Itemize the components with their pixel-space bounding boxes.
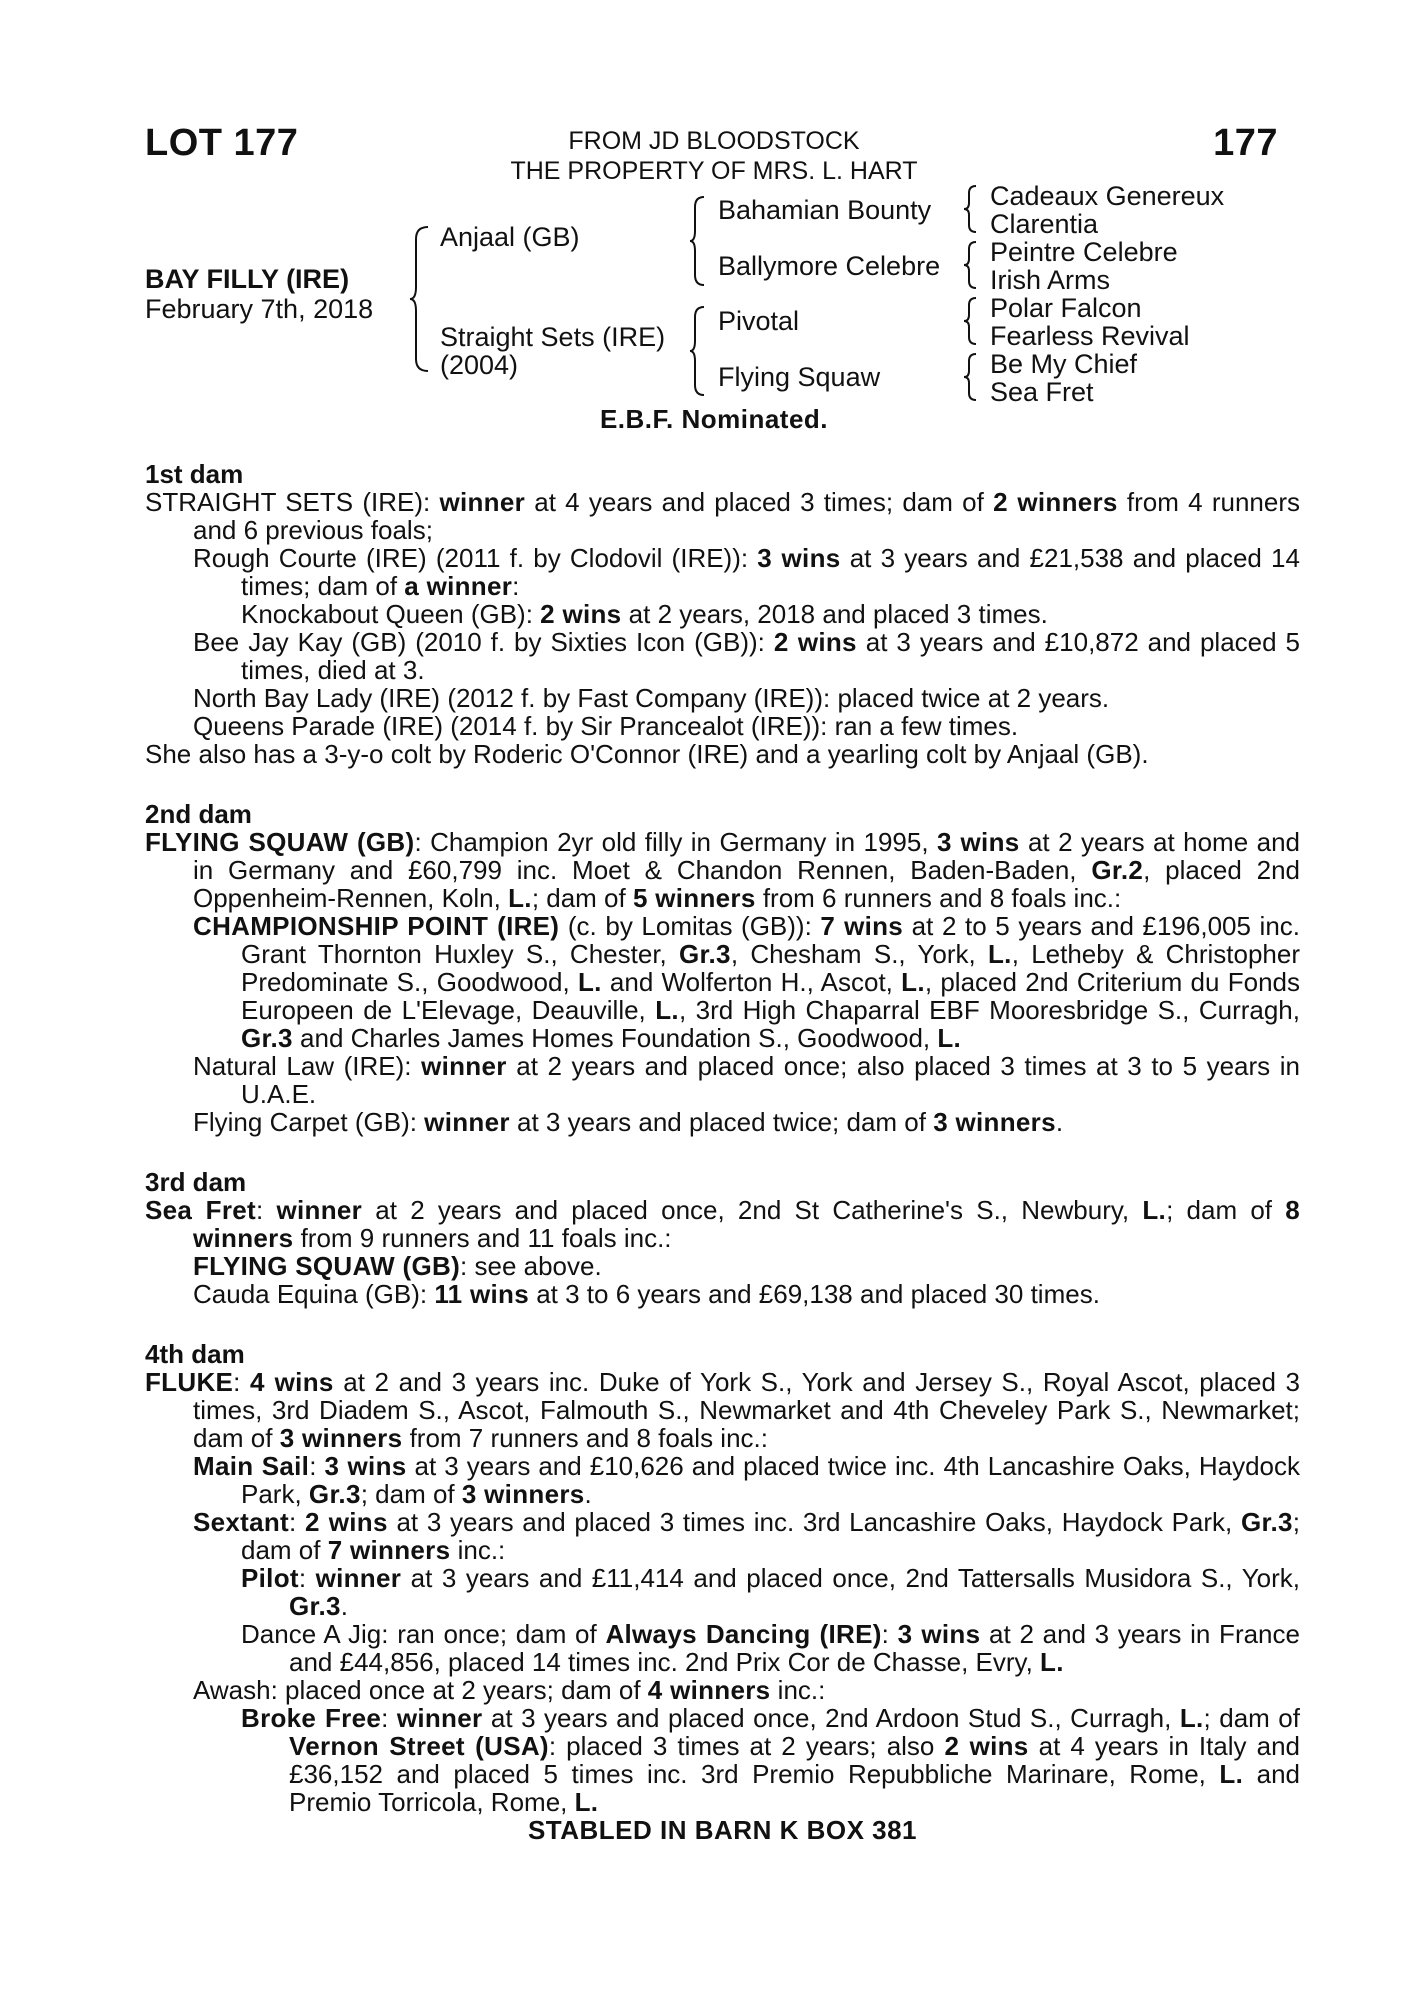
bold-text: L. <box>937 1023 962 1053</box>
entry-text: at 2 and 3 years inc. Duke of York S., York and Jersey S., Royal Ascot, placed 3 times, 3rd Diadem S., Ascot, Falmouth S., Newmarket and 4th Cheveley Park S., Newmarket; dam of <box>193 1367 1300 1453</box>
great-grandparent: Irish Arms <box>990 265 1111 295</box>
section-heading: 2nd dam <box>145 799 252 829</box>
bold-text: 2 winners <box>993 487 1118 517</box>
pedigree-entry <box>145 1564 1300 1620</box>
lot-number: 177 <box>1213 122 1278 164</box>
bold-text: CHAMPIONSHIP POINT (IRE) <box>193 911 560 941</box>
bold-text: winner <box>424 1107 510 1137</box>
pedigree-entry <box>145 544 1300 600</box>
entry-text: : <box>298 1563 316 1593</box>
bold-text: 2 wins <box>773 627 857 657</box>
great-grandparent: Peintre Celebre <box>990 237 1178 267</box>
sire-dam-name: Ballymore Celebre <box>718 251 941 281</box>
pedigree-entry <box>145 1508 1300 1564</box>
pedigree-brace <box>962 240 980 290</box>
vendor-line: FROM JD BLOODSTOCK <box>568 127 860 155</box>
pedigree-brace <box>408 225 432 373</box>
lot-label: LOT 177 <box>145 122 299 164</box>
bold-text: 8 winners <box>193 1195 1301 1253</box>
entry-text: and Premio Torricola, Rome, <box>289 1759 1300 1817</box>
entry-text: STRAIGHT SETS (IRE): <box>145 487 440 517</box>
great-grandparent: Fearless Revival <box>990 321 1190 351</box>
dam-name: Straight Sets (IRE) <box>440 322 666 352</box>
entry-text: at 2 to 5 years and £196,005 inc. Grant Thornton Huxley S., Chester, <box>241 911 1301 969</box>
ebf-nomination: E.B.F. Nominated. <box>599 404 829 434</box>
entry-text: Awash: placed once at 2 years; dam of <box>193 1675 648 1705</box>
entry-text: and Wolferton H., Ascot, <box>601 967 902 997</box>
bold-text: Main Sail <box>193 1451 310 1481</box>
bold-text: 4 winners <box>647 1675 771 1705</box>
entry-text: (c. by Lomitas (GB)): <box>559 911 821 941</box>
entry-text: at 3 years and £10,626 and placed twice inc. 4th Lancashire Oaks, Haydock Park, <box>241 1451 1300 1509</box>
bold-text: L. <box>901 967 925 997</box>
entry-text: : <box>256 1195 277 1225</box>
entry-text: at 3 years and £11,414 and placed once, 2nd Tattersalls Musidora S., York, <box>401 1563 1300 1593</box>
bold-text: 3 winners <box>461 1479 585 1509</box>
bold-text: 11 wins <box>434 1279 529 1309</box>
section-heading: 4th dam <box>145 1339 245 1369</box>
bold-text: 3 wins <box>324 1451 407 1481</box>
entry-text: at 3 years and £21,538 and placed 14 times; dam of <box>241 543 1300 601</box>
bold-text: 3 wins <box>937 827 1020 857</box>
entry-text: from 7 runners and 8 foals inc.: <box>402 1423 768 1453</box>
bold-text: Broke Free <box>241 1703 382 1733</box>
bold-text: L. <box>574 1787 599 1817</box>
pedigree-entry <box>145 1196 1300 1252</box>
bold-text: 5 winners <box>632 883 756 913</box>
entry-text: Rough Courte (IRE) (2011 f. by Clodovil (IRE)): <box>193 543 758 573</box>
entry-text: : <box>309 1451 325 1481</box>
entry-text: at 2 years and placed once, 2nd St Catherine's S., Newbury, <box>362 1195 1143 1225</box>
pedigree-entry <box>145 1452 1300 1508</box>
bold-text: 2 wins <box>540 599 622 629</box>
bold-text: L. <box>1219 1759 1244 1789</box>
dam-year: (2004) <box>440 350 519 380</box>
entry-text: Flying Carpet (GB): <box>193 1107 425 1137</box>
bold-text: FLYING SQUAW (GB) <box>193 1251 461 1281</box>
bold-text: Gr.2 <box>1091 855 1144 885</box>
bold-text: 3 wins <box>897 1619 981 1649</box>
great-grandparent: Sea Fret <box>990 377 1094 407</box>
entry-text: Bee Jay Kay (GB) (2010 f. by Sixties Icon (GB)): <box>193 627 774 657</box>
pedigree-entry <box>145 1368 1300 1452</box>
bold-text: Gr.3 <box>289 1591 341 1621</box>
bold-text: 2 wins <box>944 1731 1029 1761</box>
foaling-date: February 7th, 2018 <box>145 294 374 324</box>
stabling-footer: STABLED IN BARN K BOX 381 <box>527 1815 918 1845</box>
entry-text: : <box>881 1619 898 1649</box>
bold-text: 7 winners <box>327 1535 451 1565</box>
entry-text: She also has a 3-y-o colt by Roderic O'Connor (IRE) and a yearling colt by Anjaal (GB). <box>145 739 1149 769</box>
pedigree-entry <box>145 488 1300 544</box>
entry-text: at 4 years and placed 3 times; dam of <box>525 487 994 517</box>
pedigree-entry <box>145 740 1300 768</box>
entry-text: : Champion 2yr old filly in Germany in 1995, <box>414 827 938 857</box>
bold-text: L. <box>1179 1703 1204 1733</box>
entry-text: , Chesham S., York, <box>730 939 988 969</box>
entry-text: at 4 years in Italy and £36,152 and placed 5 times inc. 3rd Premio Repubbliche Marinare, Rome, <box>289 1731 1300 1789</box>
dam-dam-name: Flying Squaw <box>718 362 881 392</box>
pedigree-brace <box>688 305 708 397</box>
pedigree-entry <box>145 1280 1300 1308</box>
sire-name: Anjaal (GB) <box>440 222 580 252</box>
pedigree-entry <box>145 1704 1300 1816</box>
bold-text: 2 wins <box>304 1507 388 1537</box>
entry-text: Cauda Equina (GB): <box>193 1279 435 1309</box>
entry-text: at 2 years at home and in Germany and £60,799 inc. Moet & Chandon Rennen, Baden-Baden, <box>193 827 1300 885</box>
pedigree-entry <box>145 684 1300 712</box>
entry-text: North Bay Lady (IRE) (2012 f. by Fast Company (IRE)): placed twice at 2 years. <box>193 683 1110 713</box>
dam-sire-name: Pivotal <box>718 306 800 336</box>
entry-text: from 4 runners and 6 previous foals; <box>193 487 1300 545</box>
entry-text: , Letheby & Christopher Predominate S., Goodwood, <box>241 939 1300 997</box>
bold-text: Gr.3 <box>308 1479 361 1509</box>
entry-text: ; dam of <box>531 883 633 913</box>
bold-text: Gr.3 <box>241 1023 293 1053</box>
pedigree-entry <box>145 1108 1300 1136</box>
bold-text: Gr.3 <box>1240 1507 1293 1537</box>
bold-text: 3 winners <box>279 1423 403 1453</box>
horse-name: BAY FILLY (IRE) <box>145 264 350 294</box>
pedigree-entry <box>145 712 1300 740</box>
entry-text: ; dam of <box>1203 1703 1300 1733</box>
bold-text: winner <box>421 1051 507 1081</box>
entry-text: : see above. <box>460 1251 602 1281</box>
bold-text: 3 winners <box>933 1107 1056 1137</box>
entry-text: : <box>233 1367 250 1397</box>
dam-line-body <box>145 460 1300 1844</box>
bold-text: winner <box>276 1195 363 1225</box>
bold-text: winner <box>439 487 526 517</box>
entry-text: ; dam of <box>241 1507 1300 1565</box>
entry-text: at 3 years and £10,872 and placed 5 times, died at 3. <box>241 627 1300 685</box>
great-grandparent: Polar Falcon <box>990 293 1142 323</box>
bold-text: 3 wins <box>757 543 841 573</box>
entry-text: ; dam of <box>360 1479 462 1509</box>
bold-text: L. <box>508 883 532 913</box>
entry-text: at 3 years and placed 3 times inc. 3rd Lancashire Oaks, Haydock Park, <box>387 1507 1241 1537</box>
bold-text: FLUKE <box>145 1367 234 1397</box>
entry-text: : <box>512 571 520 601</box>
bold-text: winner <box>396 1703 483 1733</box>
entry-text: . <box>584 1479 592 1509</box>
entry-text: , 3rd High Chaparral EBF Mooresbridge S., Curragh, <box>678 995 1300 1025</box>
pedigree-entry <box>145 1252 1300 1280</box>
pedigree-entry <box>145 912 1300 1052</box>
pedigree-brace <box>962 296 980 346</box>
bold-text: L. <box>577 967 602 997</box>
bold-text: a winner <box>404 571 513 601</box>
entry-text: : <box>381 1703 397 1733</box>
section-heading: 1st dam <box>145 459 244 489</box>
bold-text: L. <box>655 995 679 1025</box>
bold-text: Gr.3 <box>679 939 731 969</box>
entry-text: : <box>289 1507 305 1537</box>
section-heading: 3rd dam <box>145 1167 247 1197</box>
entry-text: . <box>340 1591 349 1621</box>
bold-text: 7 wins <box>820 911 904 941</box>
entry-text: Queens Parade (IRE) (2014 f. by Sir Prancealot (IRE)): ran a few times. <box>193 711 1019 741</box>
entry-text: at 3 years and placed once, 2nd Ardoon Stud S., Curragh, <box>482 1703 1180 1733</box>
sire-sire-name: Bahamian Bounty <box>718 195 932 225</box>
pedigree-entry <box>145 1052 1300 1108</box>
bold-text: Always Dancing (IRE) <box>605 1619 882 1649</box>
entry-text: Knockabout Queen (GB): <box>241 599 541 629</box>
bold-text: L. <box>1142 1195 1167 1225</box>
bold-text: Vernon Street (USA) <box>289 1731 549 1761</box>
entry-text: inc.: <box>770 1675 826 1705</box>
entry-text: Dance A Jig: ran once; dam of <box>241 1619 606 1649</box>
property-line: THE PROPERTY OF MRS. L. HART <box>510 157 918 185</box>
entry-text: at 2 and 3 years in France and £44,856, placed 14 times inc. 2nd Prix Cor de Chasse, Evry, <box>289 1619 1300 1677</box>
entry-text: inc.: <box>450 1535 506 1565</box>
entry-text: , placed 2nd Oppenheim-Rennen, Koln, <box>193 855 1300 913</box>
entry-text: ; dam of <box>1166 1195 1286 1225</box>
entry-text: : placed 3 times at 2 years; also <box>548 1731 945 1761</box>
entry-text: from 9 runners and 11 foals inc.: <box>293 1223 672 1253</box>
pedigree-entry <box>145 1620 1300 1676</box>
entry-text: at 3 years and placed twice; dam of <box>509 1107 934 1137</box>
pedigree-brace <box>962 352 980 402</box>
great-grandparent: Clarentia <box>990 209 1099 239</box>
bold-text: winner <box>315 1563 402 1593</box>
bold-text: Pilot <box>241 1563 299 1593</box>
pedigree-brace <box>688 195 708 287</box>
bold-text: Sextant <box>193 1507 290 1537</box>
entry-text: and Charles James Homes Foundation S., Goodwood, <box>292 1023 938 1053</box>
bold-text: L. <box>988 939 1012 969</box>
pedigree-entry <box>145 828 1300 912</box>
entry-text: . <box>1055 1107 1064 1137</box>
entry-text: from 6 runners and 8 foals inc.: <box>755 883 1122 913</box>
great-grandparent: Be My Chief <box>990 349 1138 379</box>
pedigree-entry <box>145 1676 1300 1704</box>
bold-text: L. <box>1040 1647 1064 1677</box>
great-grandparent: Cadeaux Genereux <box>990 181 1225 211</box>
bold-text: Sea Fret <box>145 1195 257 1225</box>
bold-text: 4 wins <box>250 1367 334 1397</box>
pedigree-brace <box>962 184 980 234</box>
pedigree-entry <box>145 600 1300 628</box>
bold-text: FLYING SQUAW (GB) <box>145 827 415 857</box>
entry-text: at 2 years and placed once; also placed 3 times at 3 to 5 years in U.A.E. <box>241 1051 1300 1109</box>
entry-text: at 2 years, 2018 and placed 3 times. <box>621 599 1048 629</box>
entry-text: at 3 to 6 years and £69,138 and placed 30 times. <box>528 1279 1100 1309</box>
entry-text: Natural Law (IRE): <box>193 1051 422 1081</box>
pedigree-entry <box>145 628 1300 684</box>
entry-text: , placed 2nd Criterium du Fonds Europeen de L'Elevage, Deauville, <box>241 967 1300 1025</box>
